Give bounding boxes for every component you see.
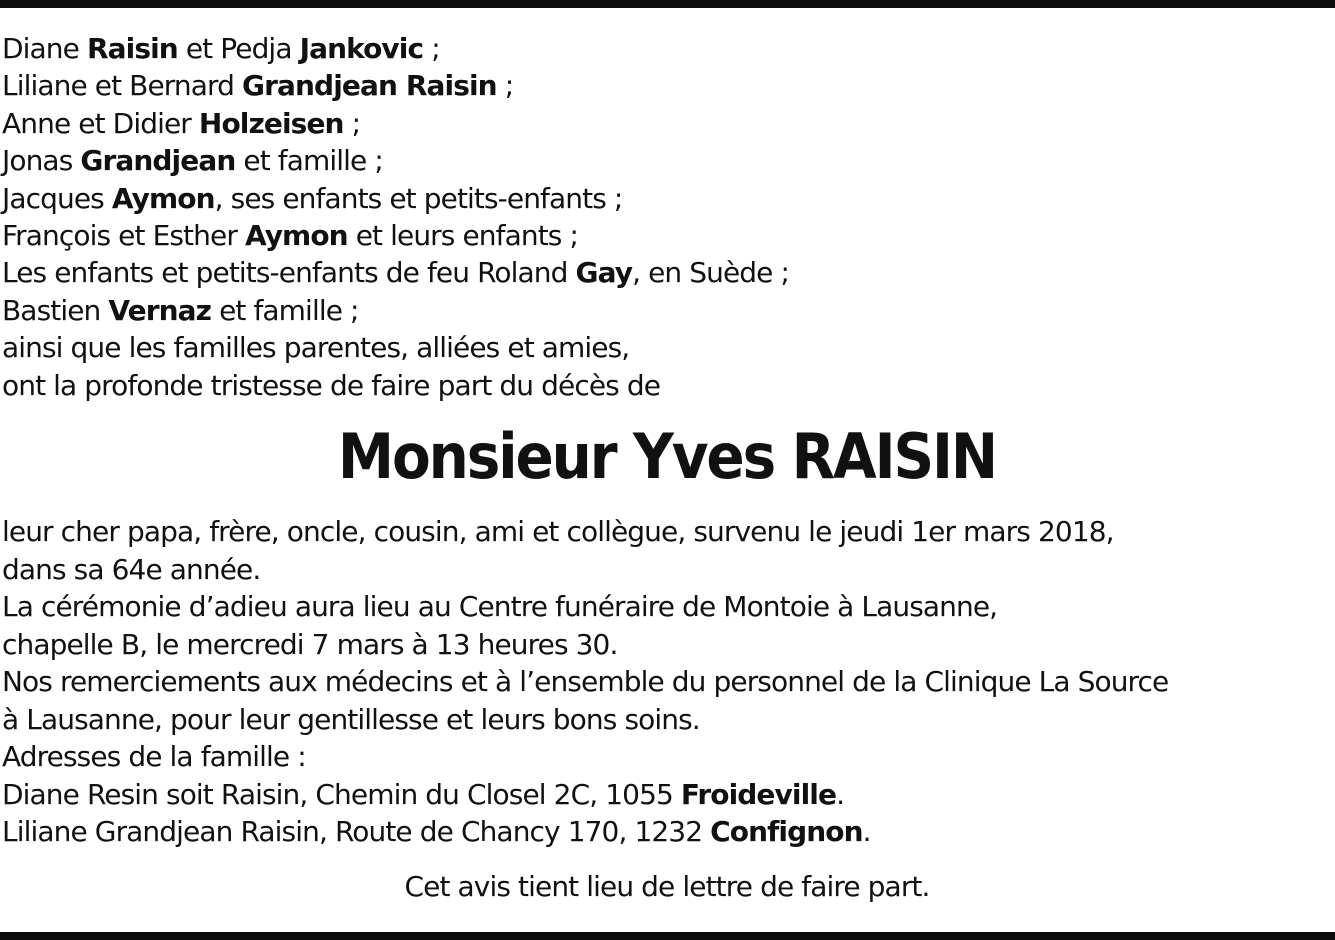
mourner-line: [2, 30, 1332, 67]
address-text: Liliane Grandjean Raisin, Route de Chancy 170, 1232: [2, 815, 711, 849]
mourner-text: Les enfants et petits-enfants de feu Roland: [2, 256, 576, 290]
mourner-text: Anne et Didier: [2, 106, 199, 140]
notice-body: [2, 513, 1332, 851]
mourner-surname: Vernaz: [108, 293, 212, 327]
deceased-name-heading: Monsieur Yves RAISIN: [337, 420, 997, 494]
mourner-surname: Gay: [575, 256, 633, 290]
mourner-line: [2, 105, 1332, 142]
address-text: Diane Resin soit Raisin, Chemin du Closel 2C, 1055: [2, 777, 681, 811]
mourner-surname: Holzeisen: [198, 106, 344, 140]
mourner-line: [2, 292, 1332, 329]
death-notice: [2, 30, 1332, 905]
mourner-text: Jonas: [2, 144, 81, 178]
mourner-surname: Raisin: [86, 32, 178, 65]
mourner-text: ;: [496, 69, 514, 103]
intro-line: ainsi que les familles parentes, alliées et amies,: [2, 331, 630, 365]
mourner-surname: Grandjean Raisin: [242, 69, 497, 103]
bottom-border-rule: [0, 932, 1335, 940]
mourner-line: [2, 254, 1332, 291]
body-line: Adresses de la famille :: [2, 740, 306, 774]
intro-line: ont la profonde tristesse de faire part du décès de: [2, 368, 661, 402]
mourner-text: Liliane et Bernard: [2, 69, 243, 103]
mourner-text: et famille ;: [211, 293, 359, 327]
family-address: [2, 776, 1332, 814]
address-town: Froideville: [680, 777, 837, 811]
body-line: chapelle B, le mercredi 7 mars à 13 heures 30.: [2, 627, 618, 661]
closing-note: Cet avis tient lieu de lettre de faire part.: [404, 869, 930, 903]
family-address: [2, 813, 1332, 851]
mourner-text: ;: [423, 32, 440, 65]
mourner-text: Jacques: [2, 181, 112, 215]
mourner-text: et Pedja: [177, 32, 300, 65]
mourner-text: François et Esther: [2, 219, 245, 253]
mourner-text: Diane: [2, 32, 87, 65]
mourners-list: [2, 30, 1332, 404]
mourner-text: , en Suède ;: [632, 256, 790, 290]
mourner-surname: Aymon: [111, 181, 215, 215]
address-town: Confignon: [710, 815, 863, 849]
mourner-text: ;: [343, 106, 361, 140]
mourner-line: [2, 180, 1332, 217]
mourner-text: et famille ;: [235, 144, 383, 178]
address-end: .: [836, 777, 845, 811]
body-line: leur cher papa, frère, oncle, cousin, ami et collègue, survenu le jeudi 1er mars 2018,: [2, 515, 1114, 549]
top-border-rule: [0, 0, 1335, 8]
address-end: .: [862, 815, 871, 849]
mourner-line: [2, 217, 1332, 254]
body-line: à Lausanne, pour leur gentillesse et leurs bons soins.: [2, 702, 700, 736]
mourner-text: , ses enfants et petits-enfants ;: [214, 181, 623, 215]
mourner-line: [2, 67, 1332, 104]
body-line: Nos remerciements aux médecins et à l’ensemble du personnel de la Clinique La Source: [2, 665, 1169, 699]
body-line: dans sa 64e année.: [2, 552, 261, 586]
mourner-text: Bastien: [2, 293, 109, 327]
mourner-surname: Aymon: [244, 219, 348, 253]
mourner-surname: Grandjean: [80, 144, 236, 178]
mourner-surname: Jankovic: [299, 32, 424, 65]
body-line: La cérémonie d’adieu aura lieu au Centre funéraire de Montoie à Lausanne,: [2, 590, 998, 624]
mourner-text: et leurs enfants ;: [347, 219, 579, 253]
mourner-line: [2, 142, 1332, 179]
